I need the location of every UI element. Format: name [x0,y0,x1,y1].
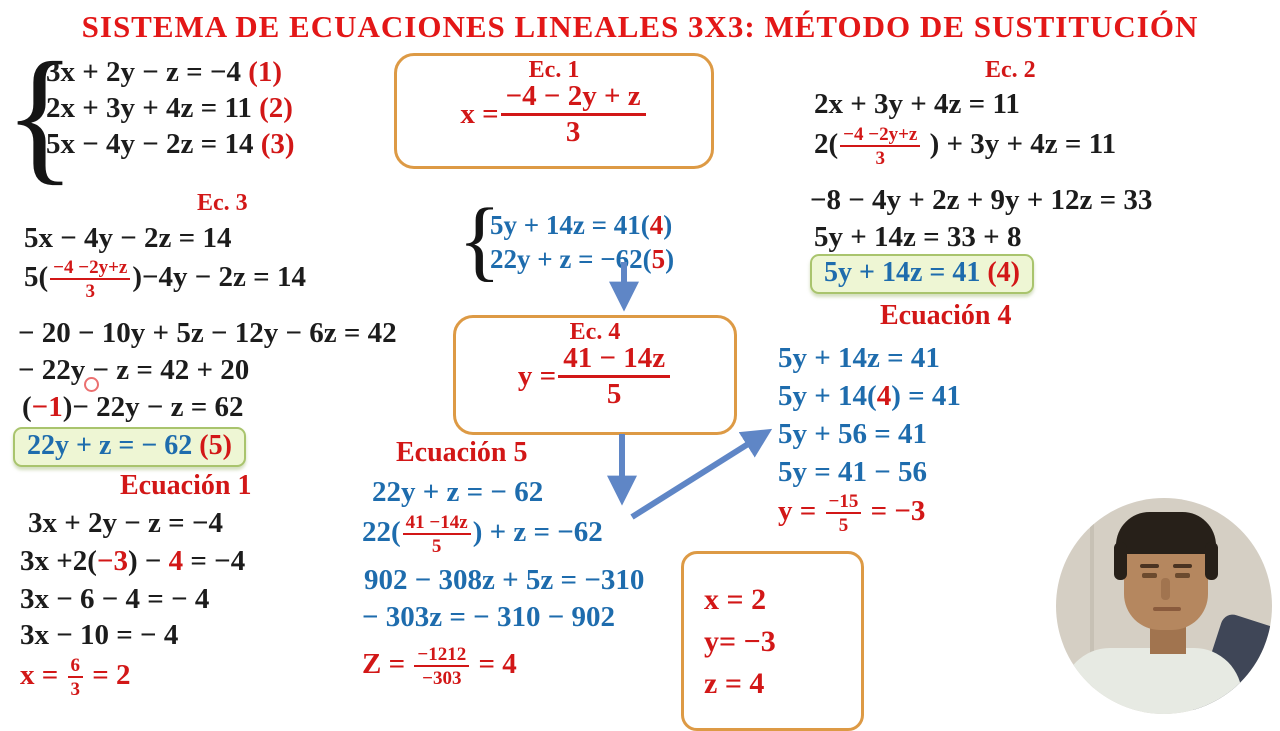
equation-5-step-1: 22y + z = − 62 [372,476,544,508]
ec4-formula-box [453,315,737,435]
equation-5-step-4: − 303z = − 310 − 902 [362,601,615,633]
presenter-brow-right [1173,564,1192,568]
ec2-line-4: 5y + 14z = 33 + 8 [814,221,1022,253]
webcam-overlay [1056,498,1272,714]
equation-4-step-1: 5y + 14z = 41 [778,342,940,374]
ec2-line-2: 2( $\frac{-4 -2y+z}{3}$ ) + 3y + 4z = 11 [814,124,1117,169]
ec4-formula: y = $\frac{41 - 14z}{5}$ [518,344,672,409]
ec3-label: Ec. 3 [197,190,248,216]
ec3-line-1: 5x − 4y − 2z = 14 [24,222,232,254]
equation-1-step-4: 3x − 10 = − 4 [20,619,179,651]
equation-1-step-2: 3x +2(−3) − 4 = −4 [20,545,246,577]
ec3-line-5: (−1)− 22y − z = 62 [22,391,244,423]
equation-4-step-4: 5y = 41 − 56 [778,456,928,488]
ec3-line-2: 5( $\frac{-4 -2y+z}{3}$ )−4y − 2z = 14 [24,257,306,302]
equation-1-label: Ecuación 1 [120,470,252,501]
equation-4-step-3: 5y + 56 = 41 [778,418,928,450]
equation-5-step-2: 22( $\frac{41 -14z}{5}$ ) + z = −62 [362,512,603,557]
system-eq-1: 3x + 2y − z = −4 (1) [46,56,283,88]
ec2-line-1: 2x + 3y + 4z = 11 [814,88,1020,120]
presenter-eye-right [1175,573,1190,578]
ec3-line-3: − 20 − 10y + 5z − 12y − 6z = 42 [18,317,397,349]
laser-pointer-dot [84,377,99,392]
system-eq-3: 5x − 4y − 2z = 14 (3) [46,128,295,160]
equation-1-result-x: x = $\frac{6}{3}$ = 2 [20,655,131,700]
arrow-equation5-to-equation4 [632,434,764,517]
equation-4-step-2: 5y + 14(4) = 41 [778,380,961,412]
mid-system-eq-5: 22y + z = −62(5) [490,244,675,274]
page-title: SISTEMA DE ECUACIONES LINEALES 3X3: MÉTODO DE SUSTITUCIÓN [81,9,1199,44]
solution-y: y= −3 [704,624,776,658]
solution-box [681,551,864,731]
solution-x: x = 2 [704,582,767,616]
equation-4-result-y: y = $\frac{-15}{5}$ = −3 [778,491,926,536]
presenter-hair-left [1114,542,1127,580]
equation-4-label: Ecuación 4 [880,300,1012,331]
presenter-mouth [1153,607,1181,611]
mid-system-brace: { [458,191,502,290]
system-eq-2: 2x + 3y + 4z = 11 (2) [46,92,293,124]
mid-system-eq-4: 5y + 14z = 41(4) [490,210,673,240]
ec1-formula-box [394,53,714,169]
presenter-eye-left [1142,573,1157,578]
ec2-line-3: −8 − 4y + 2z + 9y + 12z = 33 [810,184,1153,216]
presenter-hair [1116,512,1216,554]
highlight-equation-4-box: 5y + 14z = 41 (4) [810,254,1034,294]
ec4-label: Ec. 4 [569,319,621,345]
highlight-equation-5-box: 22y + z = − 62 (5) [13,427,246,467]
ec1-label: Ec. 1 [528,57,580,83]
equation-1-step-3: 3x − 6 − 4 = − 4 [20,583,210,615]
presenter-shirt [1062,648,1242,714]
ec3-line-4: − 22y − z = 42 + 20 [18,354,250,386]
equation-5-step-3: 902 − 308z + 5z = −310 [364,564,645,596]
presenter-nose [1161,578,1170,600]
equation-5-label: Ecuación 5 [396,437,528,468]
equation-5-result-z: Z = $\frac{-1212}{-303}$ = 4 [362,644,517,689]
equation-1-step-1: 3x + 2y − z = −4 [28,507,223,539]
presenter-hair-right [1205,542,1218,580]
solution-z: z = 4 [704,666,765,700]
ec2-label: Ec. 2 [985,57,1036,83]
ec1-formula: x = $\frac{-4 - 2y + z}{3}$ [460,82,647,147]
presenter-brow-left [1140,564,1159,568]
system-brace: { [4,32,76,198]
